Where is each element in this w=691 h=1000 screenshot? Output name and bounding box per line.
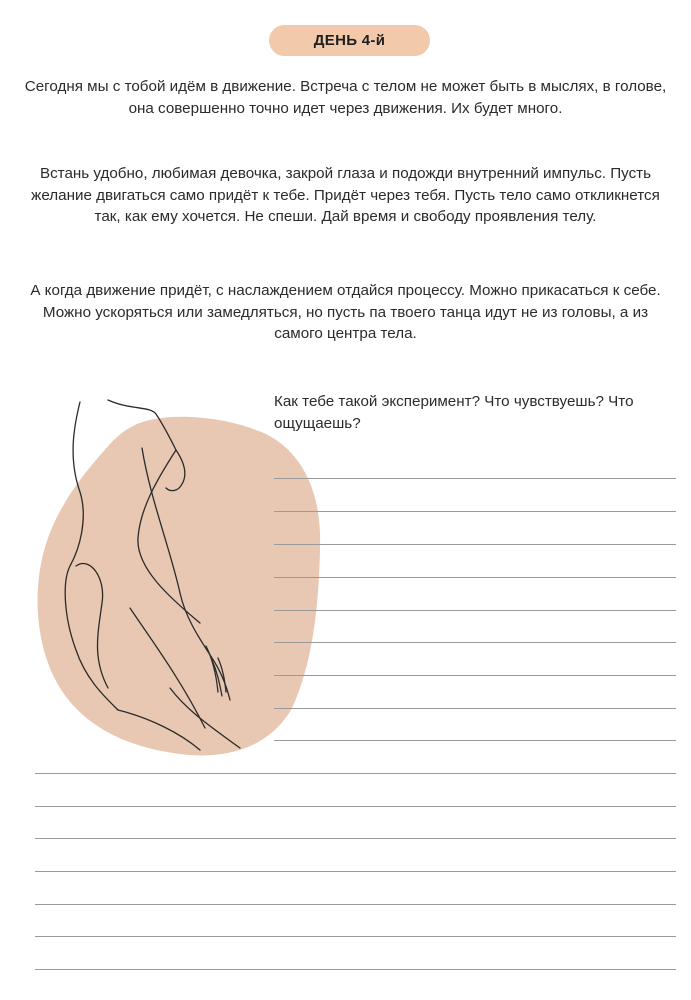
writing-line[interactable] <box>274 544 676 545</box>
journal-question: Как тебе такой эксперимент? Что чувствуешь? Что ощущаешь? <box>274 393 634 432</box>
writing-line[interactable] <box>274 511 676 512</box>
day-badge <box>269 25 430 56</box>
writing-line[interactable] <box>35 838 676 839</box>
writing-line[interactable] <box>35 871 676 872</box>
writing-line[interactable] <box>35 969 676 970</box>
writing-line[interactable] <box>35 806 676 807</box>
writing-line[interactable] <box>274 478 676 479</box>
writing-line[interactable] <box>35 936 676 937</box>
instruction-paragraph: Встань удобно, любимая девочка, закрой глаза и подожди внутренний импульс. Пусть желание двигаться само придёт к тебе. Придёт через тебя. Пусть тело само откликнется так, как ему хочется. Не спеши. Дай время и свободу проявления телу. <box>31 165 660 225</box>
writing-line[interactable] <box>274 577 676 578</box>
writing-line[interactable] <box>35 773 676 774</box>
writing-line[interactable] <box>274 610 676 611</box>
day-label: ДЕНЬ 4-й <box>313 32 386 49</box>
movement-paragraph: А когда движение придёт, с наслаждением отдайся процессу. Можно прикасаться к себе. Можно ускоряться или замедляться, но пусть па твоего танца идут не из головы, а из самого центра тела. <box>30 282 661 342</box>
writing-line[interactable] <box>274 708 676 709</box>
intro-paragraph: Сегодня мы с тобой идём в движение. Встреча с телом не может быть в мыслях, в голове, она совершенно точно идет через движения. Их будет много. <box>24 78 667 117</box>
writing-line[interactable] <box>274 642 676 643</box>
writing-line[interactable] <box>274 675 676 676</box>
writing-line[interactable] <box>274 740 676 741</box>
body-line-illustration <box>30 388 330 758</box>
writing-line[interactable] <box>35 904 676 905</box>
